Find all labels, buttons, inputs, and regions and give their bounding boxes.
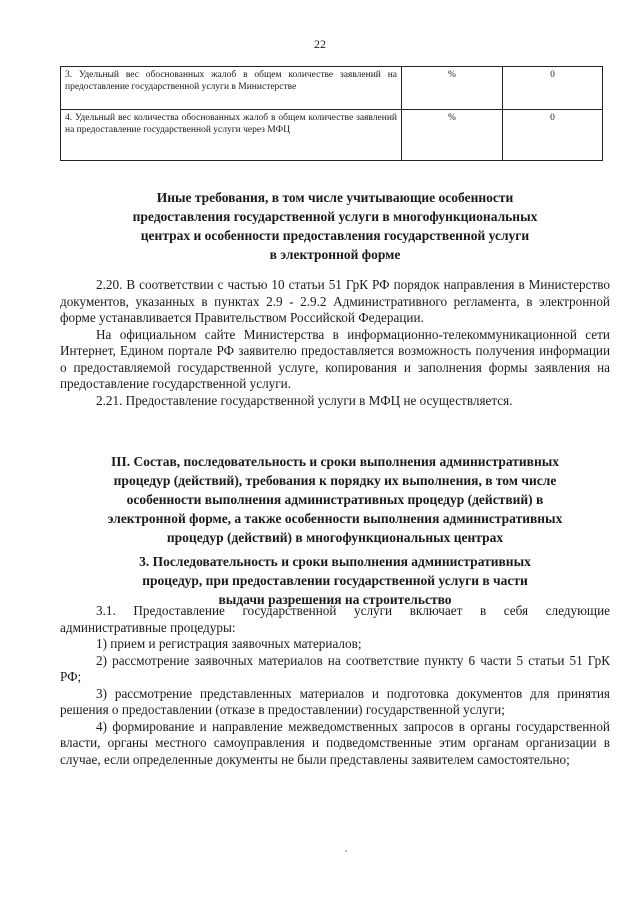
list-item: 4) формирование и направление межведомственных запросов в органы государственной власти, органы местного самоуправления и подведомственные этим органам организации в случае, если определенные документы не были представлены заявителем самостоятельно; [60,718,610,767]
section-iii [60,452,610,547]
metric-description: 4. Удельный вес количества обоснованных жалоб в общем количестве заявлений на предоставление государственной услуги через МФЦ [61,110,402,161]
list-item: 3) рассмотрение представленных материалов и подготовка документов для принятия решения о предоставлении (отказе в предоставлении) государственной услуги; [60,685,610,717]
page-number: 22 [314,37,326,51]
metric-unit: % [402,67,503,110]
section-other-body [60,277,610,409]
paragraph-official-site: На официальном сайте Министерства в информационно-телекоммуникационной сети Интернет, Едином портале РФ заявителю предоставляется возможность получения информации о предоставляемой государственной услуге, копирования и заполнения формы заявления на предоставление государственной услуги. [60,326,610,391]
metric-unit: % [402,110,503,161]
section-3-body [60,603,610,768]
scan-speck [345,850,347,852]
section-heading: 3. Последовательность и сроки выполнения административных процедур, при предоставлении государственной услуги в части выдачи разрешения на строительство [139,554,531,607]
section-heading: III. Состав, последовательность и сроки выполнения административных процедур (действий), требования к порядку их выполнения, в том числе особенности выполнения административных процедур (действий) в электронной форме, а также особенности выполнения административных процедур (действий) в многофункциональных центрах [107,454,563,545]
paragraph-3-1: 3.1. Предоставление государственной услуги включает в себя следующие административные процедуры: [60,603,610,635]
list-item: 1) прием и регистрация заявочных материалов; [96,636,362,651]
section-heading: Иные требования, в том числе учитывающие особенности предоставления государственной услуги в многофункциональных центрах и особенности предоставления государственной услуги в электронной форме [132,190,538,262]
metric-value: 0 [503,67,603,110]
paragraph-2-21: 2.21. Предоставление государственной услуги в МФЦ не осуществляется. [96,392,513,408]
section-3 [60,552,610,609]
metric-description: 3. Удельный вес обоснованных жалоб в общем количестве заявлений на предоставление государственной услуги в Министерстве [61,67,402,110]
metric-value: 0 [503,110,603,161]
paragraph-2-20: 2.20. В соответствии с частью 10 статьи 51 ГрК РФ порядок направления в Министерство документов, указанных в пунктах 2.9 - 2.9.2 Административного регламента, в электронной форме устанавливается Правительством Российской Федерации. [60,277,610,325]
section-other-requirements [60,188,610,264]
table-row [61,110,603,161]
table-row [61,67,603,110]
metrics-table [60,66,603,161]
list-item: 2) рассмотрение заявочных материалов на соответствие пункту 6 части 5 статьи 51 ГрК РФ; [60,652,610,684]
